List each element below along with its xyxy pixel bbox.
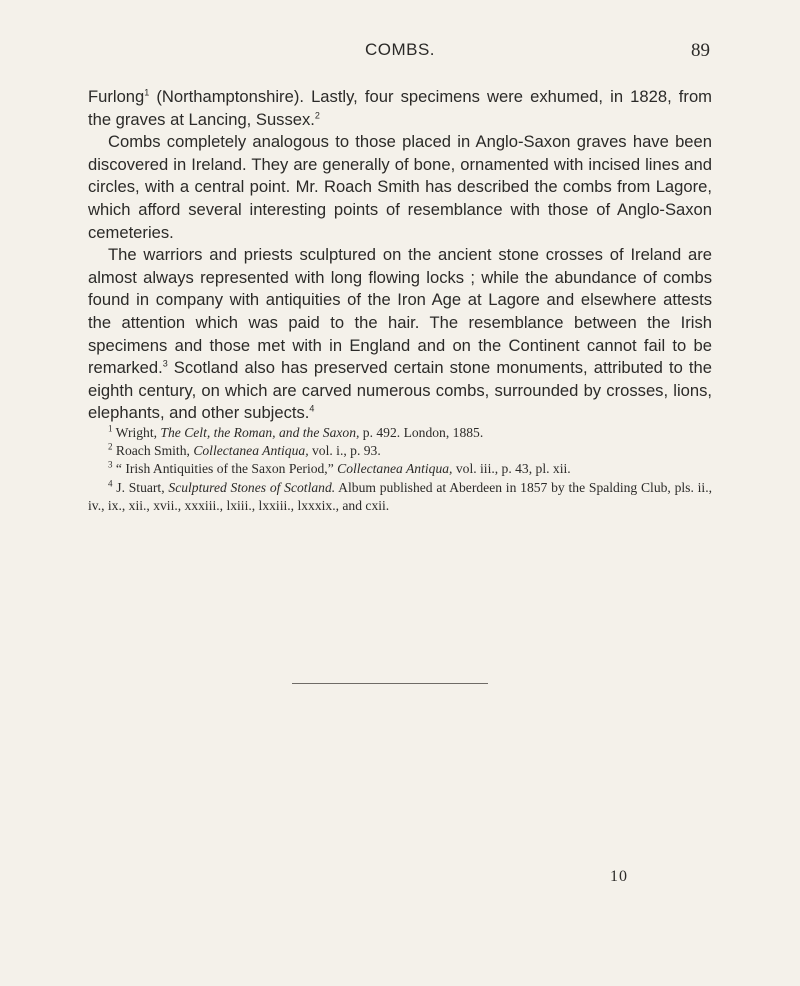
running-title: COMBS.	[364, 40, 436, 59]
paragraph-3	[88, 244, 712, 425]
footnote-2	[88, 442, 712, 460]
footnote-title: Collectanea Antiqua,	[193, 443, 309, 459]
footnote-1	[88, 424, 712, 442]
footnote-text: p. 492. London, 1885.	[359, 425, 484, 440]
running-header	[90, 40, 710, 64]
body-text	[88, 86, 712, 425]
footnote-3	[88, 460, 712, 478]
footnote-text: Roach Smith,	[112, 443, 194, 459]
footnote-ref-3: 3	[162, 358, 168, 369]
footnote-ref-2: 2	[314, 110, 320, 121]
footnote-text: “ Irish Antiquities of the Saxon Period,”	[112, 461, 338, 477]
plate-number: 10	[610, 868, 628, 885]
paragraph-1-text-b: (Northamptonshire). Lastly, four specimens were exhumed, in 1828, from the graves at Lancing, Sussex.	[88, 87, 712, 129]
footnote-title: Collectanea Antiqua,	[337, 461, 453, 477]
footnote-text: vol. iii., p. 43, pl. xii.	[452, 461, 571, 477]
paragraph-2: Combs completely analogous to those placed in Anglo-Saxon graves have been discovered in Ireland. They are generally of bone, ornamented with incised lines and circles, with a central point. Mr. Roach Smith has described the combs from Lagore, which afford several interesting points of resemblance with those of Anglo-Saxon cemeteries.	[88, 132, 712, 242]
footnote-text: Wright,	[112, 425, 161, 440]
footnote-text: Album published at Aberdeen in 1857 by the Spalding Club, pls. ii., iv., ix., xii., xvii., xxxiii., lxiii., lxxiii., lxxxix., and cxii.	[88, 479, 712, 513]
footnote-ref-4: 4	[309, 403, 315, 414]
footnote-ref-1: 1	[144, 87, 150, 98]
horizontal-rule	[292, 683, 488, 684]
footnote-marker: 4	[108, 478, 113, 489]
page-number: 89	[691, 40, 710, 61]
footnote-marker: 2	[108, 441, 113, 452]
footnote-title: The Celt, the Roman, and the Saxon,	[160, 425, 360, 440]
footnote-title: Sculptured Stones of Scotland.	[168, 479, 336, 495]
paragraph-1-text-a: Furlong	[88, 87, 145, 106]
footnote-text: vol. i., p. 93.	[308, 443, 381, 459]
footnote-marker: 1	[108, 423, 113, 434]
paragraph-3-text-a: The warriors and priests sculptured on the ancient stone crosses of Ireland are almost always represented with long flowing locks ; while the abundance of combs found in company with antiquities of the Iron Age at Lagore and elsewhere attests the attention which was paid to the hair. The resemblance between the Irish specimens and those met with in England and on the Continent cannot fail to be remarked.	[88, 245, 712, 378]
footnote-marker: 3	[108, 459, 113, 470]
paragraph-3-text-b: Scotland also has preserved certain stone monuments, attributed to the eighth century, on which are carved numerous combs, surrounded by crosses, lions, elephants, and other subjects.	[88, 358, 712, 423]
paragraph-1	[88, 86, 712, 131]
footnote-text: J. Stuart,	[112, 479, 169, 495]
footnotes	[88, 424, 712, 515]
footnote-4	[88, 479, 712, 515]
